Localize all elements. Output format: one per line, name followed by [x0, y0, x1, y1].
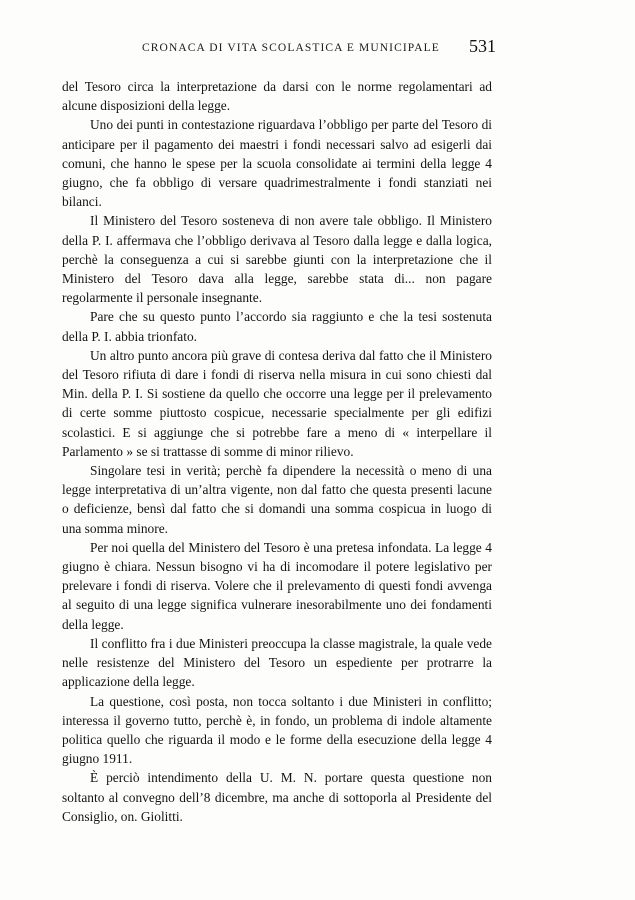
paragraph-2: Uno dei punti in contestazione riguardava l’obbligo per parte del Tesoro di anticipare per il pagamento dei maestri i fondi necessari salvo ad esigerli dai comuni, che hanno le spese per la scuola consolidate ai termini della legge 4 giugno, che fa obbligo di versare quadrimestralmente i fondi stanziati nei bilanci.: [62, 117, 492, 210]
paragraph-4: Pare che su questo punto l’accordo sia raggiunto e che la tesi sostenuta della P. I. abbia trionfato.: [62, 309, 492, 344]
page-number: 531: [469, 36, 496, 56]
paragraph-6: Singolare tesi in verità; perchè fa dipendere la necessità o meno di una legge interpretativa di un’altra vigente, non dal fatto che questa presenti lacune o deficienze, bensì dal fatto che si domandi una somma cospicua in luogo di una somma minore.: [62, 463, 492, 536]
paragraph-5: Un altro punto ancora più grave di contesa deriva dal fatto che il Ministero del Tesoro rifiuta di dare i fondi di riserva nella misura in cui sono chiesti dal Min. della P. I. Si sostiene da quello che occorre una legge per il prelevamento di certe somme piuttosto cospicue, necessarie specialmente per gli edifizi scolastici. E si aggiunge che si potrebbe fare a meno di « interpellare il Parlamento » se si trattasse di somme di minor rilievo.: [62, 347, 492, 459]
paragraph-7: Per noi quella del Ministero del Tesoro è una pretesa infondata. La legge 4 giugno è chiara. Nessun bisogno vi ha di incomodare il potere legislativo per prelevare i fondi di riserva. Volere che il prelevamento di questi fondi avvenga al seguito di una legge significa vulnerare inesorabilmente uno dei fondamenti della legge.: [62, 539, 492, 632]
body-text: [62, 77, 492, 826]
running-head: CRONACA DI VITA SCOLASTICA E MUNICIPALE: [142, 42, 440, 54]
page-header: [62, 36, 496, 58]
paragraph-3: Il Ministero del Tesoro sosteneva di non avere tale obbligo. Il Ministero della P. I. affermava che l’obbligo derivava al Tesoro dalla legge e dalla logica, perchè la conseguenza a cui si sarebbe giunti con la interpretazione che il Ministero del Tesoro dava alla legge, sarebbe stata di... non pagare regolarmente il personale insegnante.: [62, 213, 492, 306]
paragraph-8: Il conflitto fra i due Ministeri preoccupa la classe magistrale, la quale vede nelle resistenze del Ministero del Tesoro un espediente per protrarre la applicazione della legge.: [62, 635, 492, 690]
paragraph-9: La questione, così posta, non tocca soltanto i due Ministeri in conflitto; interessa il governo tutto, perchè è, in fondo, un problema di indole altamente politica quello che riguarda il modo e le forme della esecuzione della legge 4 giugno 1911.: [62, 693, 492, 767]
paragraph-1: del Tesoro circa la interpretazione da darsi con le norme regolamentari ad alcune disposizioni della legge.: [62, 79, 492, 114]
paragraph-10: È perciò intendimento della U. M. N. portare questa questione non soltanto al convegno dell’8 dicembre, ma anche di sottoporla al Presidente del Consiglio, on. Giolitti.: [62, 770, 492, 824]
